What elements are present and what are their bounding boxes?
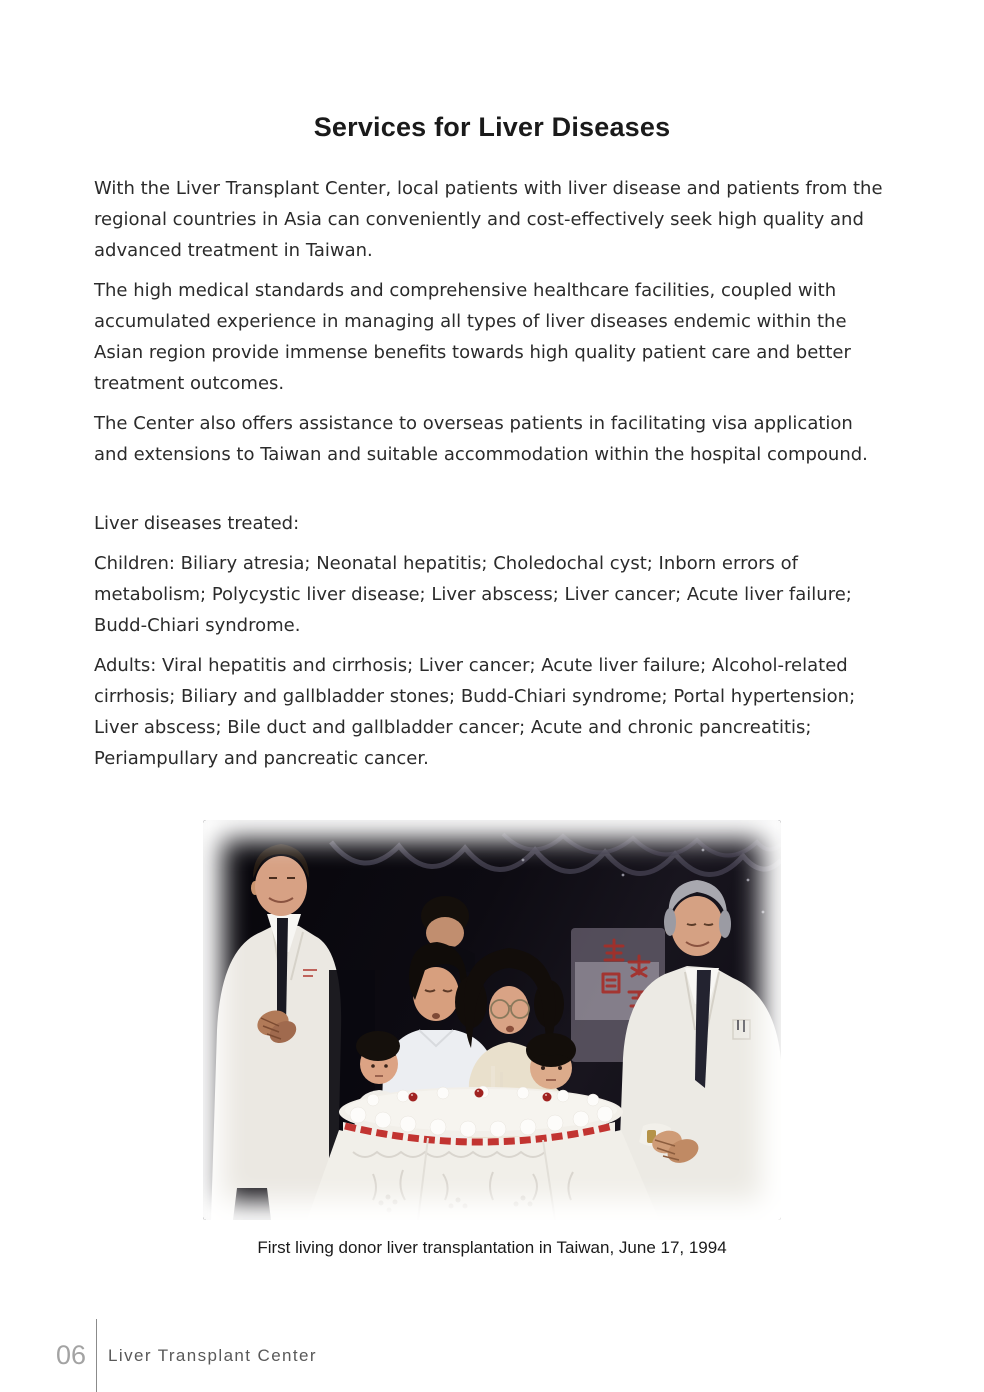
photo-first-living-donor-transplant: [203, 820, 781, 1220]
content: [94, 173, 890, 1258]
photo-figure: [94, 820, 890, 1258]
page-title: Services for Liver Diseases: [313, 112, 671, 142]
treated-children: Children: Biliary atresia; Neonatal hepatitis; Choledochal cyst; Inborn errors of metabolism; Polycystic liver disease; Liver abscess; Liver cancer; Acute liver failure; Budd-Chiari syndrome.: [94, 553, 852, 636]
intro-paragraph-3: The Center also offers assistance to overseas patients in facilitating visa application and extensions to Taiwan and suitable accommodation within the hospital compound.: [94, 413, 868, 465]
treated-heading: Liver diseases treated:: [94, 513, 300, 534]
page-number: 06: [56, 1340, 87, 1370]
photo-illustration: [203, 820, 781, 1220]
page-footer: [56, 1319, 317, 1392]
photo-caption: First living donor liver transplantation in Taiwan, June 17, 1994: [257, 1238, 727, 1257]
treated-adults: Adults: Viral hepatitis and cirrhosis; Liver cancer; Acute liver failure; Alcohol-related cirrhosis; Biliary and gallbladder stones; Budd-Chiari syndrome; Portal hypertension; Liver abscess; Bile duct and gallbladder cancer; Acute and chronic pancreatitis; Periampullary and pancreatic cancer.: [94, 655, 856, 769]
footer-label: Liver Transplant Center: [108, 1345, 317, 1365]
intro-paragraph-1: With the Liver Transplant Center, local patients with liver disease and patients from the regional countries in Asia can conveniently and cost-effectively seek high quality and advanced treatment in Taiwan.: [94, 178, 883, 261]
footer-divider: [96, 1319, 97, 1392]
intro-paragraph-2: The high medical standards and comprehensive healthcare facilities, coupled with accumulated experience in managing all types of liver diseases endemic within the Asian region provide immense benefits towards high quality patient care and better treatment outcomes.: [94, 280, 851, 394]
